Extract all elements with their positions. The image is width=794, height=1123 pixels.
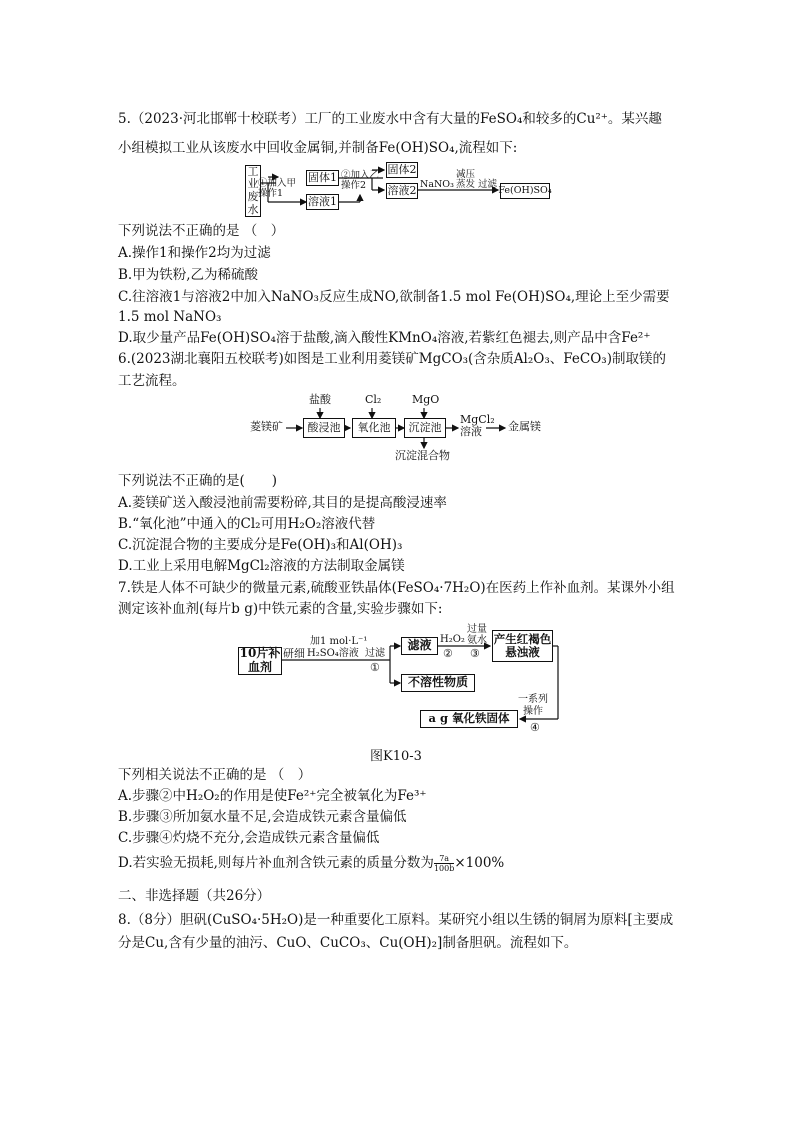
q7-option-b: B.步骤③所加氨水量不足,会造成铁元素含量偏低 xyxy=(118,809,407,825)
q5-option-a: A.操作1和操作2均为过滤 xyxy=(118,245,271,261)
q6-stem-line1: 6.(2023湖北襄阳五校联考)如图是工业利用菱镁矿MgCO₃(含杂质Al₂O₃、FeCO₃)制取镁的 xyxy=(118,351,666,367)
q5-option-b: B.甲为铁粉,乙为稀硫酸 xyxy=(118,267,259,283)
q6-metal-label: 金属镁 xyxy=(508,420,541,433)
q7-h2o2-label: H₂O₂ xyxy=(440,634,465,645)
q5-solution2-box: 溶液2 xyxy=(386,183,418,199)
q6-ore-label: 菱镁矿 xyxy=(250,420,283,433)
q7-suspension-box: 产生红褐色悬浊液 xyxy=(492,630,553,662)
q7-fraction-numerator: 7a xyxy=(439,854,450,863)
q7-stem-line2: 测定该补血剂(每片b g)中铁元素的含量,实验步骤如下: xyxy=(118,601,443,617)
q5-solid1-box: 固体1 xyxy=(306,170,339,186)
section-2-heading: 二、非选择题（共26分） xyxy=(118,888,271,904)
q7-option-a: A.步骤②中H₂O₂的作用是使Fe²⁺完全被氧化为Fe³⁺ xyxy=(118,788,427,804)
q7-option-d-fraction xyxy=(434,854,454,873)
q6-acid-leach-tank: 酸浸池 xyxy=(303,418,345,438)
q5-solution1-box: 溶液1 xyxy=(306,194,339,210)
q7-option-c: C.步骤④灼烧不充分,会造成铁元素含量偏低 xyxy=(118,830,380,846)
q6-option-a: A.菱镁矿送入酸浸池前需要粉碎,其目的是提高酸浸速率 xyxy=(118,495,447,511)
q7-grind-label: 研细 xyxy=(283,647,305,660)
q7-step4-marker: ④ xyxy=(530,721,540,734)
q6-stem-line2: 工艺流程。 xyxy=(118,373,186,389)
q6-prompt: 下列说法不正确的是( ) xyxy=(118,473,278,489)
q7-step2-marker: ② xyxy=(443,647,453,660)
q5-option-c-cont: 1.5 mol NaNO₃ xyxy=(118,309,222,325)
q5-step1-label: ①加入甲操作1 xyxy=(258,178,297,200)
q6-cl2-label: Cl₂ xyxy=(365,393,382,406)
q7-nh3-label-2: 氨水 xyxy=(467,635,487,646)
q7-acid-label: 加1 mol·L⁻¹ xyxy=(310,636,368,647)
q6-option-b: B.“氧化池”中通入的Cl₂可用H₂O₂溶液代替 xyxy=(118,516,376,532)
q7-ops-label-2: 操作 xyxy=(523,706,543,717)
q7-fraction-denominator: 100b xyxy=(433,864,455,873)
q7-step3-marker: ③ xyxy=(470,647,480,660)
q7-option-d xyxy=(118,854,504,873)
q7-prompt: 下列相关说法不正确的是 （ ） xyxy=(118,767,312,783)
q5-prompt: 下列说法不正确的是 （ ） xyxy=(118,223,285,239)
q7-tablets-box: 10片补血剂 xyxy=(239,646,281,674)
q7-acid-label-2: H₂SO₄溶液 xyxy=(307,648,359,659)
q8-stem-line2: 分是Cu,含有少量的油污、CuO、CuCO₃、Cu(OH)₂]制备胆矾。流程如下。 xyxy=(118,935,578,951)
q7-filtrate-box: 滤液 xyxy=(401,637,438,655)
q7-nh3-label-1: 过量 xyxy=(467,624,487,635)
q6-option-c: C.沉淀混合物的主要成分是Fe(OH)₃和Al(OH)₃ xyxy=(118,537,403,553)
q7-option-d-suffix: ×100% xyxy=(454,855,505,871)
q5-stem-line1: 5.（2023·河北邯郸十校联考）工厂的工业废水中含有大量的FeSO₄和较多的Cu²⁺。某兴趣 xyxy=(118,111,662,127)
q7-insoluble-box: 不溶性物质 xyxy=(401,674,475,692)
q5-filter-label: 过滤 xyxy=(478,179,498,190)
q6-hcl-label: 盐酸 xyxy=(309,393,331,406)
q5-solid2-box: 固体2 xyxy=(386,162,418,178)
q7-filter-label: 过滤 xyxy=(365,648,385,659)
q7-option-d-text: D.若实验无损耗,则每片补血剂含铁元素的质量分数为 xyxy=(118,855,434,871)
q6-precip-label: 沉淀混合物 xyxy=(395,449,450,462)
q5-product-box: Fe(OH)SO₄ xyxy=(500,183,550,199)
q6-oxidation-tank: 氧化池 xyxy=(352,418,396,438)
q8-stem-line1: 8.（8分）胆矾(CuSO₄·5H₂O)是一种重要化工原料。某研究小组以生锈的铜屑为原料[主要成 xyxy=(118,912,674,928)
q5-source-box: 工业废水 xyxy=(245,165,261,217)
q5-nano3-label: NaNO₃ xyxy=(420,179,454,190)
q6-mgo-label: MgO xyxy=(412,393,440,406)
q5-option-d: D.取少量产品Fe(OH)SO₄溶于盐酸,滴入酸性KMnO₄溶液,若紫红色褪去,则产品中含Fe²⁺ xyxy=(118,330,651,346)
q7-figure-caption: 图K10-3 xyxy=(370,749,422,764)
q6-precipitation-tank: 沉淀池 xyxy=(404,418,446,438)
q5-stem-line2: 小组模拟工业从该废水中回收金属铜,并制备Fe(OH)SO₄,流程如下: xyxy=(118,140,518,156)
q7-ops-label-1: 一系列 xyxy=(518,694,548,705)
q7-step1-marker: ① xyxy=(370,661,380,674)
q5-step2-label: ②加入乙操作2 xyxy=(341,170,380,192)
q5-option-c: C.往溶液1与溶液2中加入NaNO₃反应生成NO,欲制备1.5 mol Fe(OH)SO₄,理论上至少需要 xyxy=(118,289,670,305)
q6-mgcl2-label: MgCl₂溶液 xyxy=(460,413,495,439)
q7-oxide-box: a g 氧化铁固体 xyxy=(420,710,518,728)
q5-evap-label: 减压蒸发 xyxy=(456,169,476,191)
q7-stem-line1: 7.铁是人体不可缺少的微量元素,硫酸亚铁晶体(FeSO₄·7H₂O)在医药上作补血剂。某课外小组 xyxy=(118,580,675,596)
q6-option-d: D.工业上采用电解MgCl₂溶液的方法制取金属镁 xyxy=(118,558,405,574)
